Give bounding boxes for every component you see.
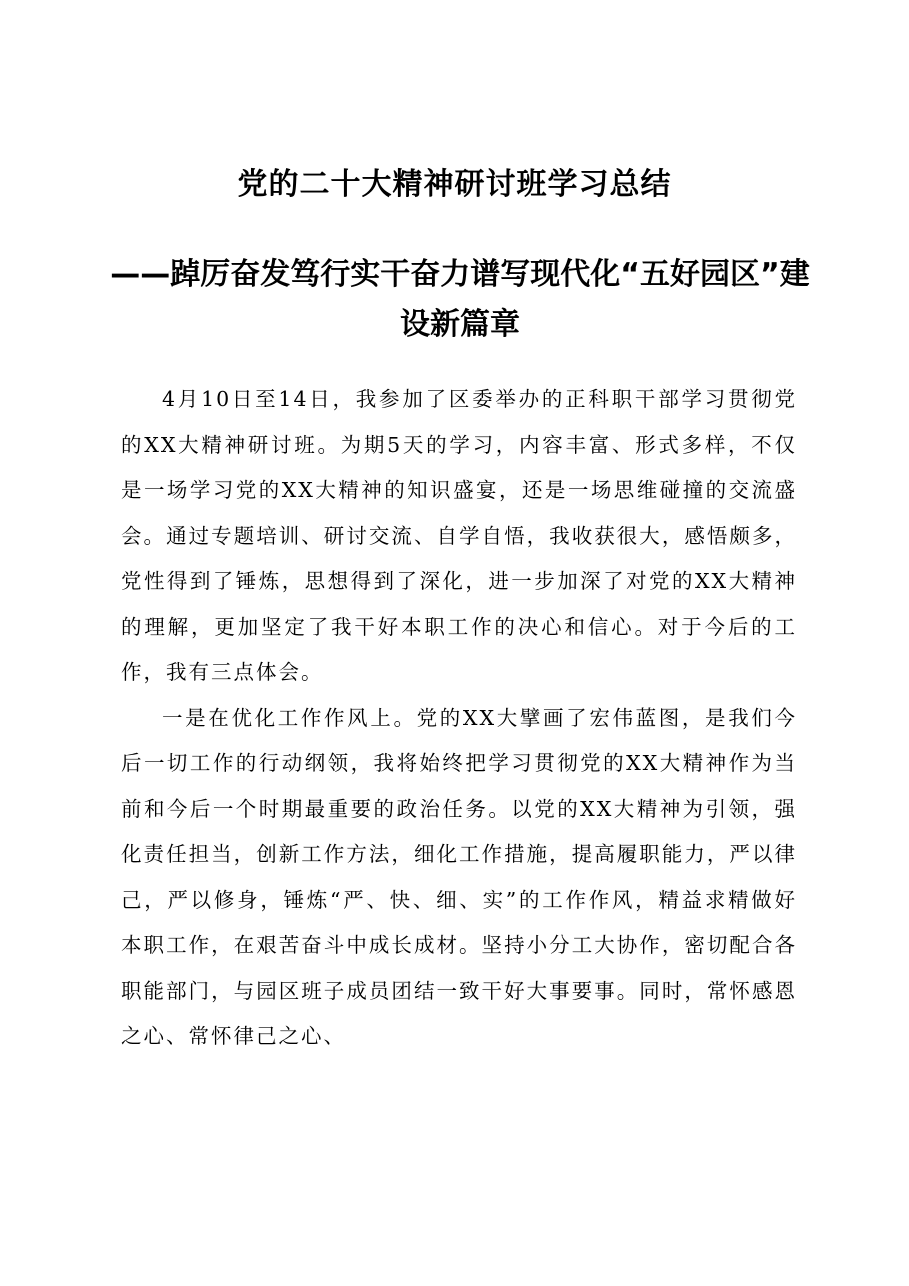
document-title: 党的二十大精神研讨班学习总结 xyxy=(237,167,672,202)
paragraph-point-one: 一是在优化工作作风上。党的XX大擘画了宏伟蓝图，是我们今后一切工作的行动纲领，我将始终把学习贯彻党的XX大精神作为当前和今后一个时期最重要的政治任务。以党的XX大精神为引领，强化责任担当，创新工作方法，细化工作措施，提高履职能力，严以律己，严以修身，锤炼“严、快、细、实”的工作作风，精益求精做好本职工作，在艰苦奋斗中成长成材。坚持小分工大协作，密切配合各职能部门，与园区班子成员团结一致干好大事要事。同时，常怀感恩之心、常怀律己之心、 xyxy=(121,705,797,1048)
document-body xyxy=(121,377,797,1060)
paragraph-intro: 4月10日至14日，我参加了区委举办的正科职干部学习贯彻党的XX大精神研讨班。为期5天的学习，内容丰富、形式多样，不仅是一场学习党的XX大精神的知识盛宴，还是一场思维碰撞的交流盛会。通过专题培训、研讨交流、自学自悟，我收获很大，感悟颇多，党性得到了锤炼，思想得到了深化，进一步加深了对党的XX大精神的理解，更加坚定了我干好本职工作的决心和信心。对于今后的工作，我有三点体会。 xyxy=(121,387,797,684)
document-subtitle: ——踔厉奋发笃行实干奋力谱写现代化“五好园区”建设新篇章 xyxy=(110,257,810,342)
